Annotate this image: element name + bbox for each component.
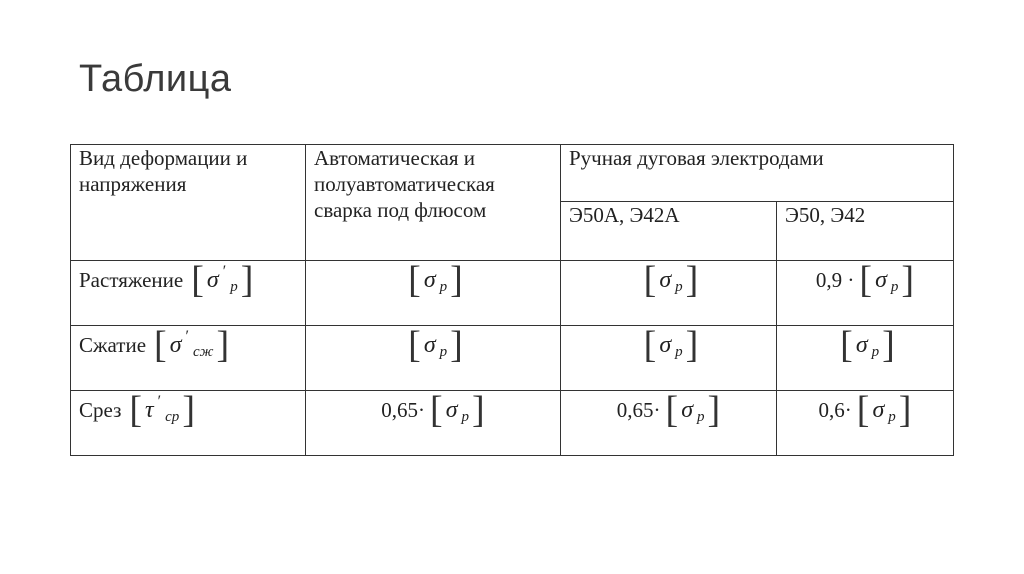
subheader-e50a-e42a: Э50А, Э42А xyxy=(561,202,777,261)
table-cell: [ σ р ] xyxy=(306,261,561,326)
slide-title: Таблица xyxy=(79,58,232,100)
subheader-e50-e42: Э50, Э42 xyxy=(777,202,954,261)
row-label-cell xyxy=(71,261,306,326)
row-label-formula: [ τ ′ ср ] xyxy=(129,389,195,431)
table-cell: [ σ р ] xyxy=(777,326,954,391)
table-cell: 0,6· [ σ р ] xyxy=(777,391,954,456)
table-cell: 0,65· [ σ р ] xyxy=(561,391,777,456)
row-label: Сжатие xyxy=(79,333,147,357)
row-label-cell xyxy=(71,391,306,456)
table-cell: [ σ р ] xyxy=(561,261,777,326)
table-row xyxy=(71,391,954,456)
weld-strength-table xyxy=(70,144,954,456)
row-label-formula: [ σ ′ сж ] xyxy=(154,324,230,366)
table-cell: 0,65· [ σ р ] xyxy=(306,391,561,456)
row-label: Срез xyxy=(79,398,122,422)
header-automatic-welding: Автоматическая и полуавтоматическая сварка под флюсом xyxy=(306,145,561,261)
header-row xyxy=(71,145,954,202)
table-cell: [ σ р ] xyxy=(306,326,561,391)
header-manual-arc-welding: Ручная дуговая электродами xyxy=(561,145,954,202)
table-cell: 0,9 · [ σ р ] xyxy=(777,261,954,326)
row-label-formula: [ σ ′ р ] xyxy=(191,259,254,301)
table-row xyxy=(71,261,954,326)
row-label-cell xyxy=(71,326,306,391)
header-deformation-type: Вид деформации и напряжения xyxy=(71,145,306,261)
table-row xyxy=(71,326,954,391)
table-cell: [ σ р ] xyxy=(561,326,777,391)
row-label: Растяжение xyxy=(79,268,184,292)
